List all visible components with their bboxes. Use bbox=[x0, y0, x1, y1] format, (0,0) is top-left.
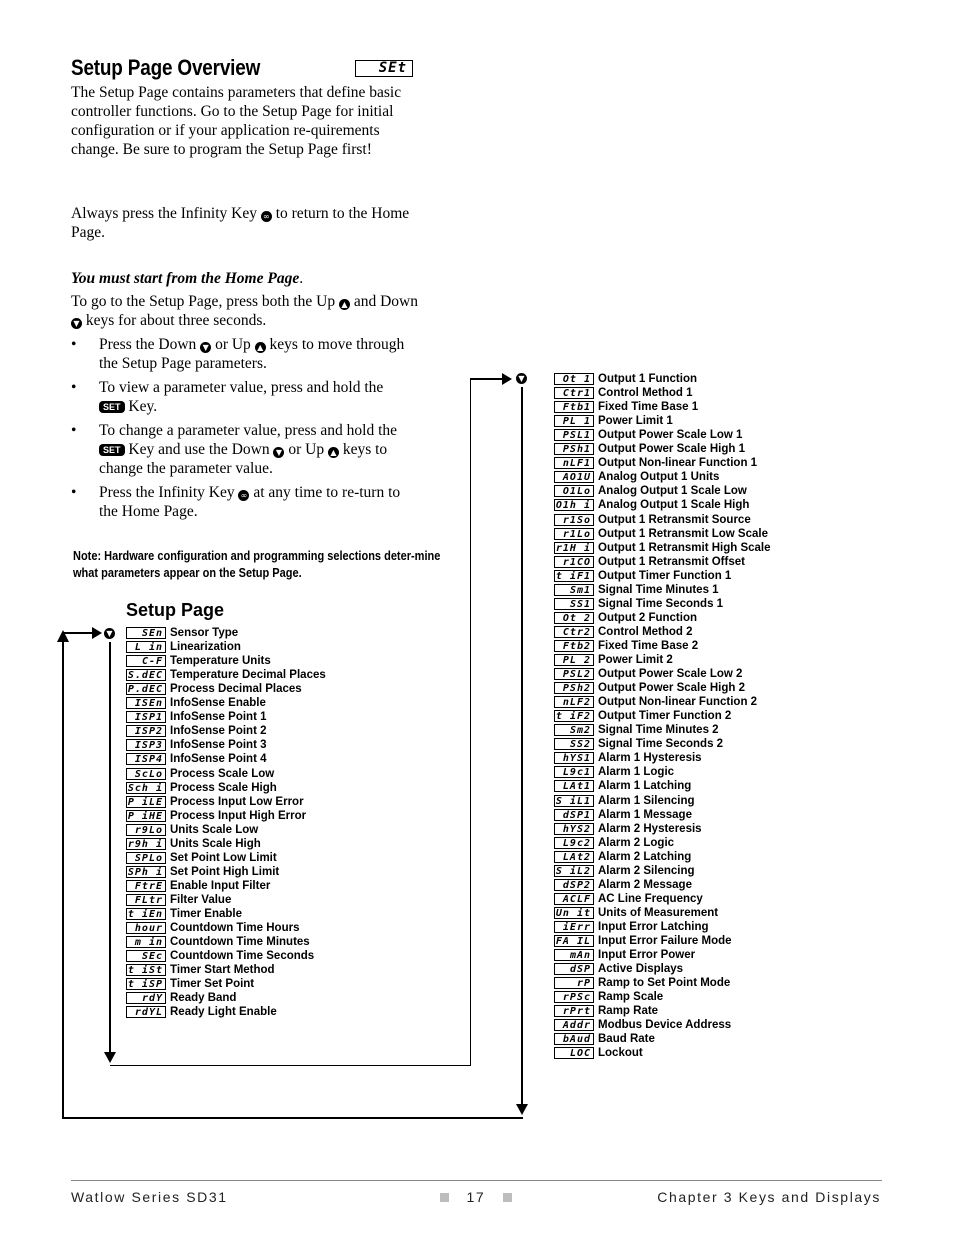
parameter-row bbox=[126, 654, 271, 668]
parameter-row bbox=[554, 779, 691, 793]
parameter-label: Input Error Latching bbox=[598, 920, 709, 933]
parameter-label: Ramp Scale bbox=[598, 991, 664, 1004]
parameter-row bbox=[554, 541, 771, 555]
parameter-display-code: ISEn bbox=[126, 697, 166, 709]
parameter-row bbox=[126, 1005, 277, 1019]
parameter-label: Temperature Decimal Places bbox=[170, 669, 326, 682]
parameter-row bbox=[554, 498, 749, 512]
bullet-3-d: keys to change the parameter value. bbox=[99, 441, 388, 477]
parameter-label: Countdown Time Minutes bbox=[170, 936, 310, 949]
parameter-label: Alarm 1 Logic bbox=[598, 766, 675, 779]
parameter-display-code: t iEn bbox=[126, 908, 166, 920]
parameter-row bbox=[126, 626, 238, 640]
parameter-label: Signal Time Seconds 1 bbox=[598, 597, 724, 610]
parameter-row bbox=[554, 456, 757, 470]
parameter-label: Output 1 Retransmit High Scale bbox=[598, 541, 771, 554]
parameter-display-code: ISP1 bbox=[126, 711, 166, 723]
hardware-note: Note: Hardware configuration and programming selections deter-mine what parameters appear on the Setup Page. bbox=[73, 549, 441, 580]
parameter-display-code: ISP2 bbox=[126, 725, 166, 737]
parameter-row bbox=[126, 893, 231, 907]
parameter-row bbox=[554, 583, 719, 597]
parameter-row bbox=[126, 949, 314, 963]
parameter-row bbox=[554, 723, 719, 737]
parameter-label: Output 1 Retransmit Offset bbox=[598, 555, 745, 568]
parameter-label: Alarm 1 Silencing bbox=[598, 794, 695, 807]
parameter-row bbox=[554, 962, 683, 976]
parameter-label: Alarm 1 Hysteresis bbox=[598, 752, 702, 765]
parameter-row bbox=[126, 991, 236, 1005]
set-key-icon: SET bbox=[99, 444, 125, 456]
parameter-row bbox=[554, 892, 703, 906]
parameter-display-code: rdY bbox=[126, 992, 166, 1004]
parameter-label: Alarm 2 Latching bbox=[598, 850, 692, 863]
parameter-display-code: t iF1 bbox=[554, 570, 594, 582]
connector-bottom-left-list bbox=[110, 1065, 471, 1066]
bullet-3-a: To change a parameter value, press and hold the bbox=[99, 422, 398, 439]
right-arrowhead-left bbox=[92, 627, 102, 639]
parameter-label: Output Power Scale High 1 bbox=[598, 443, 745, 456]
parameter-label: Output Timer Function 1 bbox=[598, 569, 732, 582]
parameter-display-code: dSP1 bbox=[554, 809, 594, 821]
parameter-label: Output 1 Retransmit Low Scale bbox=[598, 527, 768, 540]
parameter-row bbox=[554, 765, 674, 779]
set-key-icon: SET bbox=[99, 401, 125, 413]
parameter-display-code: P iHE bbox=[126, 810, 166, 822]
parameter-display-code: r1CO bbox=[554, 556, 594, 568]
parameter-display-code: O1Lo bbox=[554, 485, 594, 497]
parameter-row bbox=[554, 555, 745, 569]
down-arrowhead-right bbox=[516, 1104, 528, 1115]
bullet-2-a: To view a parameter value, press and hold the bbox=[99, 379, 384, 396]
infinity-key-icon: ∞ bbox=[261, 211, 272, 222]
footer-page bbox=[440, 1189, 512, 1205]
parameter-display-code: Sm2 bbox=[554, 724, 594, 736]
parameter-label: Output Power Scale Low 1 bbox=[598, 429, 743, 442]
parameter-row bbox=[554, 1018, 731, 1032]
bullet-1-a: Press the Down bbox=[99, 336, 197, 353]
parameter-display-code: rdYL bbox=[126, 1006, 166, 1018]
down-key-icon: ▼ bbox=[200, 342, 211, 353]
parameter-row bbox=[554, 667, 742, 681]
parameter-row bbox=[126, 640, 241, 654]
parameter-row bbox=[554, 386, 693, 400]
parameter-label: Alarm 2 Logic bbox=[598, 836, 675, 849]
parameter-row bbox=[554, 470, 719, 484]
parameter-row bbox=[126, 977, 254, 991]
parameter-label: InfoSense Enable bbox=[170, 697, 266, 710]
parameter-display-code: S.dEC bbox=[126, 669, 166, 681]
bullet-dot: • bbox=[71, 379, 77, 396]
parameter-row bbox=[554, 906, 718, 920]
parameter-display-code: ISP4 bbox=[126, 753, 166, 765]
parameter-row bbox=[126, 767, 274, 781]
parameter-display-code: LOC bbox=[554, 1047, 594, 1059]
infinity-text-b: to return to the Home Page. bbox=[71, 205, 410, 241]
parameter-display-code: dSP bbox=[554, 963, 594, 975]
parameter-label: Units of Measurement bbox=[598, 906, 719, 919]
parameter-display-code: P.dEC bbox=[126, 683, 166, 695]
parameter-display-code: S iL2 bbox=[554, 865, 594, 877]
parameter-label: Process Scale High bbox=[170, 781, 277, 794]
parameter-display-code: SEc bbox=[126, 950, 166, 962]
parameter-row bbox=[126, 724, 267, 738]
down-key-icon: ▼ bbox=[273, 447, 284, 458]
parameter-row bbox=[554, 794, 695, 808]
parameter-label: Filter Value bbox=[170, 893, 232, 906]
parameter-row bbox=[554, 513, 751, 527]
parameter-label: Alarm 2 Hysteresis bbox=[598, 822, 702, 835]
parameter-row bbox=[126, 682, 302, 696]
parameter-display-code: r9Lo bbox=[126, 824, 166, 836]
parameter-display-code: O1h i bbox=[554, 499, 594, 511]
parameter-label: Alarm 2 Message bbox=[598, 878, 692, 891]
parameter-row bbox=[554, 836, 674, 850]
parameter-display-code: PSL2 bbox=[554, 668, 594, 680]
parameter-label: Ready Band bbox=[170, 992, 237, 1005]
parameter-row bbox=[554, 1004, 658, 1018]
parameter-label: Output 1 Function bbox=[598, 373, 698, 385]
parameter-display-code: P iLE bbox=[126, 796, 166, 808]
parameter-row bbox=[126, 752, 267, 766]
parameter-row bbox=[554, 1046, 643, 1060]
parameter-label: Signal Time Minutes 2 bbox=[598, 724, 719, 737]
parameter-row bbox=[554, 639, 698, 653]
parameter-row bbox=[126, 935, 310, 949]
parameter-label: Units Scale High bbox=[170, 837, 261, 850]
parameter-display-code: hYS1 bbox=[554, 752, 594, 764]
left-outer-vertical-line bbox=[62, 640, 64, 1119]
parameter-label: Modbus Device Address bbox=[598, 1019, 732, 1032]
infinity-text-a: Always press the Infinity Key bbox=[71, 205, 257, 222]
parameter-display-code: Addr bbox=[554, 1019, 594, 1031]
parameter-display-code: LAt1 bbox=[554, 780, 594, 792]
parameter-display-code: PL 1 bbox=[554, 415, 594, 427]
parameter-display-code: bAud bbox=[554, 1033, 594, 1045]
intro-paragraph-4 bbox=[71, 292, 431, 330]
parameter-row bbox=[554, 681, 745, 695]
bullet-4-b: at any time to re-turn to the Home Page. bbox=[99, 484, 401, 520]
parameter-row bbox=[554, 737, 723, 751]
parameter-display-code: Ctr2 bbox=[554, 626, 594, 638]
down-key-icon: ▼ bbox=[71, 318, 82, 329]
parameter-display-code: r1So bbox=[554, 514, 594, 526]
parameter-row bbox=[554, 372, 697, 386]
connector-vertical bbox=[470, 378, 471, 1066]
footer-square-icon bbox=[503, 1193, 512, 1202]
down-key-icon: ▼ bbox=[104, 628, 115, 639]
parameter-label: Alarm 1 Latching bbox=[598, 780, 692, 793]
parameter-label: Analog Output 1 Units bbox=[598, 471, 720, 484]
parameter-row bbox=[554, 414, 673, 428]
intro-p4-b: and Down bbox=[353, 293, 419, 310]
parameter-label: Timer Start Method bbox=[170, 964, 275, 977]
bullet-dot: • bbox=[71, 422, 77, 439]
parameter-label: Output 1 Retransmit Source bbox=[598, 513, 751, 526]
parameter-label: Process Decimal Places bbox=[170, 683, 302, 696]
parameter-row bbox=[554, 850, 691, 864]
parameter-row bbox=[554, 400, 698, 414]
parameter-label: Power Limit 2 bbox=[598, 654, 673, 666]
parameter-display-code: rPrt bbox=[554, 1005, 594, 1017]
parameter-display-code: SS1 bbox=[554, 598, 594, 610]
parameter-row bbox=[126, 921, 299, 935]
parameter-row bbox=[126, 781, 277, 795]
parameter-row bbox=[554, 934, 732, 948]
parameter-display-code: rP bbox=[554, 977, 594, 989]
parameter-display-code: Ot 1 bbox=[554, 373, 594, 385]
parameter-label: Input Error Failure Mode bbox=[598, 935, 732, 947]
parameter-row bbox=[554, 808, 692, 822]
parameter-label: Baud Rate bbox=[598, 1033, 655, 1046]
bottom-return-line bbox=[62, 1117, 523, 1119]
parameter-label: Active Displays bbox=[598, 963, 684, 976]
parameter-label: InfoSense Point 2 bbox=[170, 725, 267, 738]
left-list-down-line bbox=[109, 642, 111, 1054]
parameter-label: Process Input High Error bbox=[170, 809, 307, 822]
bullet-3-c: or Up bbox=[288, 441, 325, 458]
parameter-row bbox=[554, 948, 695, 962]
parameter-row bbox=[554, 625, 693, 639]
parameter-row bbox=[126, 696, 266, 710]
parameter-display-code: iErr bbox=[554, 921, 594, 933]
connector-top bbox=[470, 378, 504, 380]
parameter-display-code: PSL1 bbox=[554, 429, 594, 441]
parameter-display-code: nLF1 bbox=[554, 457, 594, 469]
bullet-4-a: Press the Infinity Key bbox=[99, 484, 235, 501]
set-display: SEt bbox=[355, 60, 413, 77]
parameter-row bbox=[554, 569, 731, 583]
parameter-label: AC Line Frequency bbox=[598, 892, 703, 905]
parameter-label: Alarm 1 Message bbox=[598, 808, 692, 821]
parameter-display-code: SEn bbox=[126, 627, 166, 639]
parameter-row bbox=[126, 879, 270, 893]
intro-block bbox=[71, 83, 426, 159]
parameter-display-code: r9h i bbox=[126, 838, 166, 850]
parameter-display-code: rPSc bbox=[554, 991, 594, 1003]
up-key-icon: ▲ bbox=[328, 447, 339, 458]
parameter-row bbox=[126, 710, 267, 724]
parameter-label: Fixed Time Base 2 bbox=[598, 639, 699, 652]
parameter-display-code: t iSt bbox=[126, 964, 166, 976]
parameter-display-code: PSh1 bbox=[554, 443, 594, 455]
parameter-display-code: L in bbox=[126, 641, 166, 653]
infinity-key-icon: ∞ bbox=[238, 490, 249, 501]
parameter-display-code: t iF2 bbox=[554, 710, 594, 722]
parameter-display-code: r1Lo bbox=[554, 528, 594, 540]
parameter-row bbox=[554, 864, 695, 878]
parameter-display-code: FLtr bbox=[126, 894, 166, 906]
parameter-row bbox=[554, 597, 723, 611]
parameter-label: Input Error Power bbox=[598, 949, 696, 962]
parameter-row bbox=[126, 823, 258, 837]
parameter-display-code: FtrE bbox=[126, 880, 166, 892]
parameter-label: Timer Set Point bbox=[170, 978, 255, 991]
parameter-display-code: L9c1 bbox=[554, 766, 594, 778]
parameter-label: Fixed Time Base 1 bbox=[598, 401, 699, 414]
bullet-3-b: Key and use the Down bbox=[128, 441, 270, 458]
parameter-label: Linearization bbox=[170, 641, 241, 654]
parameter-row bbox=[126, 865, 279, 879]
home-page-emphasis: You must start from the Home Page bbox=[71, 270, 300, 287]
parameter-label: Output 2 Function bbox=[598, 611, 698, 624]
down-arrowhead-left bbox=[104, 1052, 116, 1063]
parameter-row bbox=[554, 653, 673, 667]
parameter-label: Process Input Low Error bbox=[170, 795, 304, 808]
parameter-label: Output Non-linear Function 1 bbox=[598, 457, 758, 470]
footer-left-text: Watlow Series SD31 bbox=[71, 1189, 228, 1205]
parameter-label: Analog Output 1 Scale Low bbox=[598, 485, 747, 498]
bullet-1-b: or Up bbox=[215, 336, 251, 353]
parameter-label: Countdown Time Hours bbox=[170, 922, 300, 935]
parameter-row bbox=[126, 795, 304, 809]
footer-right-text: Chapter 3 Keys and Displays bbox=[657, 1189, 881, 1205]
parameter-display-code: S iL1 bbox=[554, 795, 594, 807]
parameter-label: Power Limit 1 bbox=[598, 415, 673, 428]
parameter-display-code: Ftb2 bbox=[554, 640, 594, 652]
parameter-display-code: PL 2 bbox=[554, 654, 594, 666]
parameter-display-code: Sm1 bbox=[554, 584, 594, 596]
parameter-label: Control Method 2 bbox=[598, 625, 693, 638]
bullet-dot: • bbox=[71, 484, 77, 501]
parameter-display-code: PSh2 bbox=[554, 682, 594, 694]
parameter-label: Set Point High Limit bbox=[170, 865, 280, 878]
parameter-label: Signal Time Minutes 1 bbox=[598, 583, 719, 596]
parameter-display-code: ISP3 bbox=[126, 739, 166, 751]
intro-paragraph-2 bbox=[71, 204, 426, 242]
down-key-icon: ▼ bbox=[516, 373, 527, 384]
parameter-display-code: AO1U bbox=[554, 471, 594, 483]
page-number: 17 bbox=[466, 1189, 486, 1205]
parameter-label: Output Power Scale High 2 bbox=[598, 682, 745, 695]
parameter-label: Analog Output 1 Scale High bbox=[598, 499, 750, 512]
parameter-label: Ready Light Enable bbox=[170, 1006, 277, 1019]
intro-paragraph-1: The Setup Page contains parameters that define basic controller functions. Go to the Setup Page for initial configuration or if your application re-quirements change. Be sure to program the Setup Page first! bbox=[71, 84, 402, 158]
parameter-label: Timer Enable bbox=[170, 908, 243, 920]
parameter-row bbox=[554, 1032, 655, 1046]
parameter-display-code: SPLo bbox=[126, 852, 166, 864]
parameter-label: InfoSense Point 1 bbox=[170, 711, 267, 724]
parameter-row bbox=[126, 963, 275, 977]
parameter-label: Set Point Low Limit bbox=[170, 851, 277, 864]
parameter-row bbox=[554, 878, 692, 892]
parameter-display-code: Ftb1 bbox=[554, 401, 594, 413]
parameter-display-code: m in bbox=[126, 936, 166, 948]
parameter-display-code: L9c2 bbox=[554, 837, 594, 849]
parameter-label: InfoSense Point 3 bbox=[170, 739, 267, 752]
parameter-display-code: dSP2 bbox=[554, 879, 594, 891]
parameter-row bbox=[126, 907, 242, 921]
parameter-row bbox=[554, 484, 747, 498]
parameter-label: Sensor Type bbox=[170, 627, 239, 639]
parameter-label: Output Power Scale Low 2 bbox=[598, 668, 743, 681]
parameter-row bbox=[554, 611, 697, 625]
parameter-row bbox=[126, 809, 306, 823]
parameter-label: Lockout bbox=[598, 1047, 643, 1060]
parameter-display-code: nLF2 bbox=[554, 696, 594, 708]
parameter-row bbox=[554, 428, 742, 442]
parameter-label: Ramp Rate bbox=[598, 1005, 659, 1018]
parameter-label: Output Timer Function 2 bbox=[598, 710, 732, 723]
parameter-display-code: C-F bbox=[126, 655, 166, 667]
parameter-row bbox=[554, 990, 663, 1004]
parameter-row bbox=[126, 837, 261, 851]
intro-p4-a: To go to the Setup Page, press both the Up bbox=[71, 293, 336, 310]
intro-p4-c: keys for about three seconds. bbox=[85, 312, 267, 329]
up-key-icon: ▲ bbox=[255, 342, 266, 353]
parameter-label: Signal Time Seconds 2 bbox=[598, 738, 724, 751]
parameter-label: Ramp to Set Point Mode bbox=[598, 977, 731, 990]
parameter-label: Units Scale Low bbox=[170, 823, 259, 836]
parameter-row bbox=[554, 695, 757, 709]
parameter-label: Control Method 1 bbox=[598, 387, 693, 400]
footer-square-icon bbox=[440, 1193, 449, 1202]
right-arrowhead-right bbox=[502, 373, 512, 385]
home-page-note bbox=[71, 269, 303, 288]
home-page-period: . bbox=[299, 270, 304, 287]
parameter-row bbox=[554, 751, 702, 765]
parameter-row bbox=[554, 527, 768, 541]
parameter-row bbox=[126, 738, 267, 752]
parameter-label: InfoSense Point 4 bbox=[170, 753, 267, 766]
parameter-label: Temperature Units bbox=[170, 655, 271, 668]
parameter-row bbox=[554, 822, 702, 836]
parameter-display-code: Ctr1 bbox=[554, 387, 594, 399]
parameter-display-code: LAt2 bbox=[554, 851, 594, 863]
page-title: Setup Page Overview bbox=[71, 55, 261, 80]
parameter-display-code: hour bbox=[126, 922, 166, 934]
parameter-display-code: Ot 2 bbox=[554, 612, 594, 624]
parameter-row bbox=[554, 920, 709, 934]
parameter-row bbox=[554, 709, 731, 723]
parameter-display-code: hYS2 bbox=[554, 823, 594, 835]
parameter-display-code: SPh i bbox=[126, 866, 166, 878]
parameter-display-code: ACLF bbox=[554, 893, 594, 905]
bullet-dot: • bbox=[71, 336, 77, 353]
right-list-down-line bbox=[521, 387, 523, 1107]
bullet-2-b: Key. bbox=[128, 398, 158, 415]
up-key-icon: ▲ bbox=[339, 299, 350, 310]
parameter-row bbox=[126, 668, 326, 682]
parameter-display-code: ScLo bbox=[126, 768, 166, 780]
footer-rule bbox=[71, 1180, 882, 1181]
arrow-into-left-list bbox=[62, 632, 94, 634]
parameter-display-code: SS2 bbox=[554, 738, 594, 750]
parameter-display-code: Sch i bbox=[126, 782, 166, 794]
parameter-display-code: mAn bbox=[554, 949, 594, 961]
parameter-label: Output Non-linear Function 2 bbox=[598, 696, 758, 709]
parameter-display-code: Un it bbox=[554, 907, 594, 919]
parameter-row bbox=[126, 851, 277, 865]
parameter-label: Enable Input Filter bbox=[170, 879, 271, 892]
parameter-label: Process Scale Low bbox=[170, 767, 275, 780]
parameter-display-code: r1H i bbox=[554, 542, 594, 554]
parameter-row bbox=[554, 976, 730, 990]
setup-page-diagram-title: Setup Page bbox=[126, 600, 225, 620]
parameter-display-code: FA IL bbox=[554, 935, 594, 947]
parameter-display-code: t iSP bbox=[126, 978, 166, 990]
bullet-1-c: keys to move through the Setup Page parameters. bbox=[99, 336, 405, 372]
parameter-label: Alarm 2 Silencing bbox=[598, 864, 695, 877]
parameter-label: Countdown Time Seconds bbox=[170, 950, 315, 963]
parameter-row bbox=[554, 442, 745, 456]
